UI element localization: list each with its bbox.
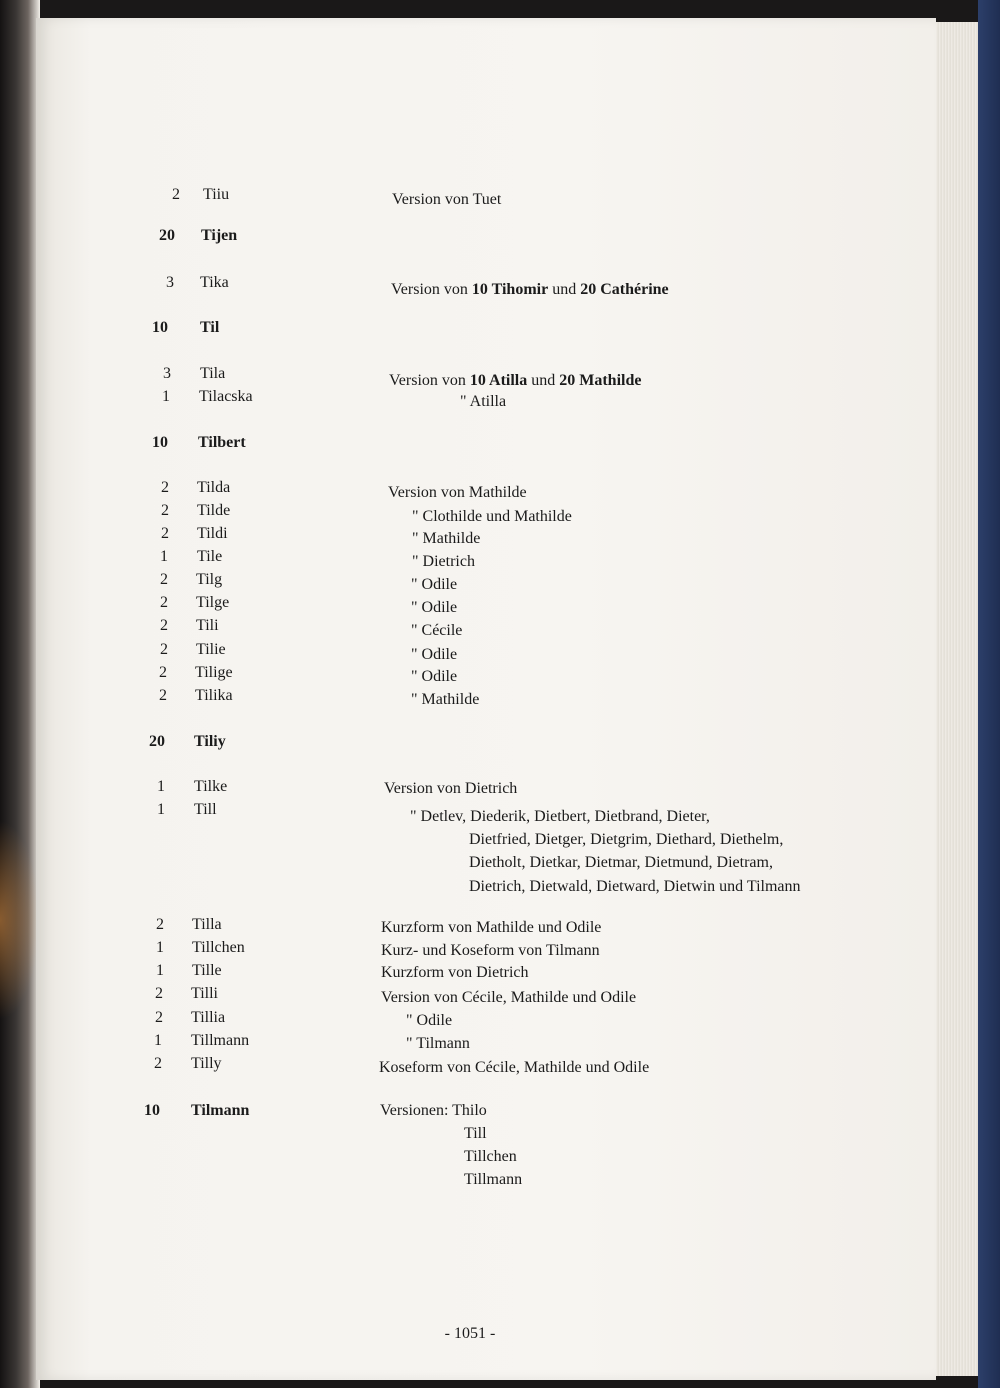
entry-count: 1	[157, 778, 165, 795]
entry-description: " Odile	[406, 1012, 453, 1029]
entry-name: Til	[200, 319, 220, 336]
entry-count: 2	[159, 687, 167, 704]
entry-name: Tile	[197, 548, 223, 565]
entry-count: 1	[160, 548, 168, 565]
entry-count: 2	[161, 502, 169, 519]
entry-description: " Tilmann	[406, 1035, 470, 1052]
entry-description: " Clothilde und Mathilde	[412, 508, 572, 525]
page-number: - 1051 -	[444, 1325, 496, 1342]
entry-name: Tilg	[196, 571, 223, 588]
entry-description: " Dietrich	[412, 553, 475, 570]
entry-count: 1	[154, 1032, 162, 1049]
entry-name: Tila	[200, 365, 226, 382]
entry-count: 2	[155, 1009, 163, 1026]
entry-count: 10	[152, 434, 168, 451]
entry-name: Tilla	[192, 916, 222, 933]
entry-name: Tilke	[194, 778, 228, 795]
entry-description: " Odile	[411, 646, 458, 663]
entry-continuation-line: Dietrich, Dietwald, Dietward, Dietwin und Tilmann	[469, 878, 801, 895]
entry-count: 2	[172, 186, 180, 203]
entry-description: Version von 10 Tihomir und 20 Cathérine	[391, 281, 669, 298]
entry-name: Tilmann	[191, 1102, 250, 1119]
entry-count: 3	[163, 365, 171, 382]
entry-count: 2	[160, 641, 168, 658]
entry-description: " Odile	[411, 599, 458, 616]
entry-count: 1	[162, 388, 170, 405]
entry-name: Tilda	[197, 479, 231, 496]
entry-description: Kurzform von Mathilde und Odile	[381, 919, 602, 936]
entry-name: Tilacska	[199, 388, 253, 405]
entry-count: 2	[156, 916, 164, 933]
entry-description: " Mathilde	[411, 691, 480, 708]
entry-description: Koseform von Cécile, Mathilde und Odile	[379, 1059, 650, 1076]
entry-count: 1	[157, 801, 165, 818]
entry-count: 2	[160, 571, 168, 588]
entry-description: Version von Tuet	[392, 191, 502, 208]
entry-description: Version von Cécile, Mathilde und Odile	[381, 989, 637, 1006]
entry-count: 20	[149, 733, 165, 750]
entry-name: Tillmann	[191, 1032, 250, 1049]
entry-description: " Odile	[411, 668, 458, 685]
entry-count: 2	[160, 594, 168, 611]
entry-continuation-line: Dietfried, Dietger, Dietgrim, Diethard, Diethelm,	[469, 831, 784, 848]
entry-count: 2	[161, 479, 169, 496]
entry-count: 10	[152, 319, 168, 336]
entry-name: Tika	[200, 274, 229, 291]
entry-name: Tilige	[195, 664, 233, 681]
entry-continuation-line: Tillmann	[464, 1171, 523, 1188]
entry-description: " Mathilde	[412, 530, 481, 547]
entry-name: Tijen	[201, 227, 238, 244]
entry-name: Tille	[192, 962, 222, 979]
entry-description: Version von 10 Atilla und 20 Mathilde	[389, 372, 642, 389]
entry-name: Tilde	[197, 502, 231, 519]
entry-name: Tili	[196, 617, 219, 634]
entry-continuation-line: Dietholt, Dietkar, Dietmar, Dietmund, Dietram,	[469, 854, 773, 871]
entry-description: " Atilla	[460, 393, 507, 410]
entry-name: Tillchen	[192, 939, 245, 956]
entry-name: Tilli	[191, 985, 218, 1002]
entry-description: " Odile	[411, 576, 458, 593]
entry-name: Tilge	[196, 594, 230, 611]
entry-count: 1	[156, 939, 164, 956]
entry-count: 1	[156, 962, 164, 979]
entry-description: Kurz- und Koseform von Tilmann	[381, 942, 600, 959]
entry-name: Tilly	[191, 1055, 222, 1072]
entry-name: Tilbert	[198, 434, 246, 451]
entry-continuation-line: Till	[464, 1125, 487, 1142]
entry-name: Tilie	[196, 641, 226, 658]
entry-description: Version von Mathilde	[388, 484, 527, 501]
entry-count: 10	[144, 1102, 160, 1119]
entry-count: 2	[161, 525, 169, 542]
entry-name: Tiiu	[203, 186, 230, 203]
entry-count: 2	[155, 985, 163, 1002]
entry-count: 20	[159, 227, 175, 244]
entry-count: 3	[166, 274, 174, 291]
entry-count: 2	[154, 1055, 162, 1072]
entry-count: 2	[159, 664, 167, 681]
entry-name: Tildi	[197, 525, 228, 542]
entry-description: Versionen: Thilo	[380, 1102, 487, 1119]
entry-continuation-line: Tillchen	[464, 1148, 517, 1165]
entry-description: " Detlev, Diederik, Dietbert, Dietbrand, Dieter,	[410, 808, 710, 825]
entry-description: " Cécile	[411, 622, 463, 639]
entry-description: Version von Dietrich	[384, 780, 518, 797]
entry-description: Kurzform von Dietrich	[381, 964, 529, 981]
entry-name: Tillia	[191, 1009, 226, 1026]
entry-name: Tilika	[195, 687, 233, 704]
entry-name: Till	[194, 801, 217, 818]
entry-count: 2	[160, 617, 168, 634]
entry-name: Tiliy	[194, 733, 226, 750]
